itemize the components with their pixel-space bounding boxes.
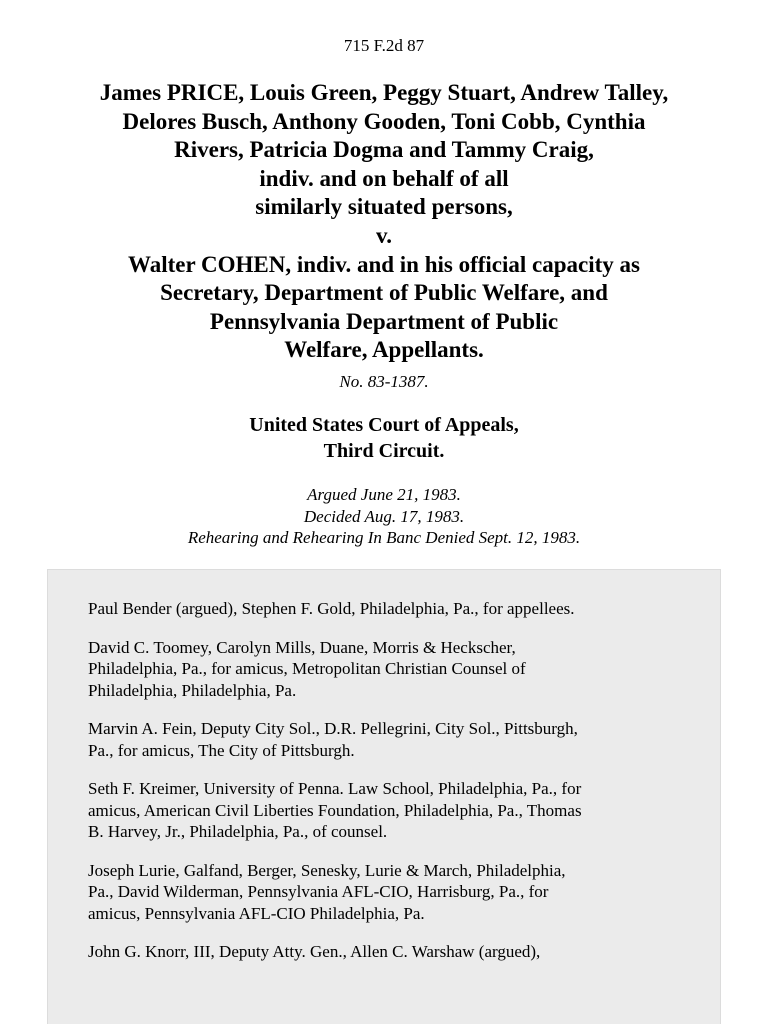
case-dates [0, 484, 768, 549]
counsel-line: Paul Bender (argued), Stephen F. Gold, Philadelphia, Pa., for appellees. [88, 599, 575, 618]
caption-line: Secretary, Department of Public Welfare, and [160, 280, 608, 306]
case-caption [40, 79, 728, 365]
caption-line: Delores Busch, Anthony Gooden, Toni Cobb, Cynthia [122, 108, 646, 134]
court-line: Third Circuit. [323, 440, 445, 462]
counsel-line: Philadelphia, Pa., for amicus, Metropolitan Christian Counsel of [88, 659, 526, 678]
counsel-line: David C. Toomey, Carolyn Mills, Duane, Morris & Heckscher, [88, 637, 516, 657]
counsel-line: Joseph Lurie, Galfand, Berger, Senesky, Lurie & March, Philadelphia, [88, 860, 566, 880]
counsel-paragraph [88, 637, 688, 702]
caption-line: Welfare, Appellants. [284, 337, 484, 363]
counsel-line: Seth F. Kreimer, University of Penna. Law School, Philadelphia, Pa., for [88, 779, 582, 798]
counsel-line: Pa., for amicus, The City of Pittsburgh. [88, 740, 355, 760]
counsel-paragraph [88, 598, 688, 620]
argued-date: Argued June 21, 1983. [307, 485, 461, 504]
counsel-line: B. Harvey, Jr., Philadelphia, Pa., of counsel. [88, 822, 388, 841]
caption-versus: v. [376, 222, 392, 248]
counsel-paragraph [88, 860, 688, 925]
counsel-line: amicus, American Civil Liberties Foundation, Philadelphia, Pa., Thomas [88, 800, 582, 820]
caption-line: similarly situated persons, [255, 194, 513, 220]
docket-number: No. 83-1387. [339, 372, 429, 391]
caption-line: Pennsylvania Department of Public [209, 308, 559, 334]
counsel-line: Philadelphia, Philadelphia, Pa. [88, 680, 297, 700]
counsel-paragraph [88, 941, 688, 963]
counsel-line: Pa., David Wilderman, Pennsylvania AFL-CIO, Harrisburg, Pa., for [88, 882, 549, 901]
counsel-section [47, 569, 721, 1024]
caption-line: indiv. and on behalf of all [259, 165, 509, 191]
court-name [0, 412, 768, 464]
counsel-paragraph [88, 718, 688, 761]
counsel-line: John G. Knorr, III, Deputy Atty. Gen., Allen C. Warshaw (argued), [88, 942, 541, 961]
counsel-line: amicus, Pennsylvania AFL-CIO Philadelphia, Pa. [88, 903, 425, 923]
counsel-list [88, 598, 688, 980]
case-citation: 715 F.2d 87 [343, 36, 425, 55]
counsel-paragraph [88, 778, 688, 843]
counsel-line: Marvin A. Fein, Deputy City Sol., D.R. Pellegrini, City Sol., Pittsburgh, [88, 719, 578, 738]
decided-date: Decided Aug. 17, 1983. [303, 506, 465, 526]
caption-line: Walter COHEN, indiv. and in his official capacity as [127, 251, 641, 277]
caption-line: Rivers, Patricia Dogma and Tammy Craig, [174, 137, 594, 163]
rehearing-date: Rehearing and Rehearing In Banc Denied Sept. 12, 1983. [187, 528, 581, 547]
court-line: United States Court of Appeals, [249, 414, 519, 436]
caption-line: James PRICE, Louis Green, Peggy Stuart, Andrew Talley, [99, 80, 669, 105]
